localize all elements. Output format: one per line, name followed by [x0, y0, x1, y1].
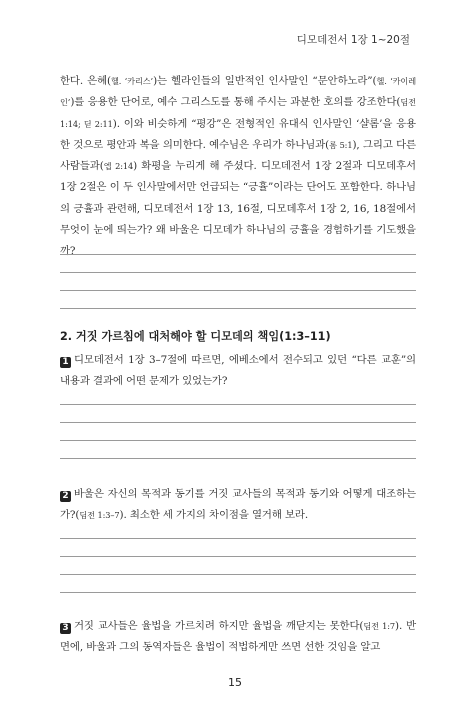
running-header: 디모데전서 1장 1~20절 — [296, 34, 410, 46]
page-number: 15 — [228, 676, 242, 689]
question-number-badge: 1 — [60, 357, 71, 368]
question-3: 3 거짓 교사들은 율법을 가르치려 하지만 율법을 깨닫지는 못한다(딤전 1:7). 반면에, 바울과 그의 동역자들은 율법이 적법하게만 쓰면 선한 것임을 알고 — [60, 620, 417, 654]
answer-line[interactable] — [60, 404, 416, 405]
question-number-badge: 3 — [60, 623, 71, 634]
answer-line[interactable] — [60, 574, 416, 575]
answer-line[interactable] — [60, 556, 416, 557]
answer-line[interactable] — [60, 290, 416, 291]
answer-line[interactable] — [60, 592, 416, 593]
answer-line[interactable] — [60, 272, 416, 273]
answer-line[interactable] — [60, 308, 416, 309]
intro-paragraph: 한다. 은혜(헬. ‘카리스’)는 헬라인들의 일반적인 인사말인 “문안하노라”(헬. ‘카이레인’)를 응용한 단어로, 예수 그리스도를 통해 주시는 과분한 호의를 강조한다(딤전 1:14; 딛 2:11). 이와 비슷하게 “평강”은 전형적인 유대식 인사말인 ‘샬롬’을 응용한 것으로 평안과 복을 의미한다. 예수님은 우리가 하나님과(롬 5:1), 그리고 다른 사람들과(엡 2:14) 화평을 누리게 해 주셨다. 디모데전서 1장 2절과 디모데후서 1장 2절은 이 두 인사말에서만 언급되는 “긍휼”이라는 단어도 포함한다. 하나님의 긍휼과 관련해, 디모데전서 1장 13, 16절, 디모데후서 1장 2, 16, 18절에서 무엇이 눈에 띄는가? 왜 바울은 디모데가 하나님의 긍휼을 경험하기를 기도했을까? — [60, 75, 417, 258]
answer-line[interactable] — [60, 422, 416, 423]
answer-line[interactable] — [60, 458, 416, 459]
question-1: 1 디모데전서 1장 3–7절에 따르면, 에베소에서 전수되고 있던 “다른 교훈”의 내용과 결과에 어떤 문제가 있었는가? — [60, 354, 416, 388]
question-number-badge: 2 — [60, 491, 71, 502]
answer-line[interactable] — [60, 538, 416, 539]
answer-line[interactable] — [60, 440, 416, 441]
section-heading: 2. 거짓 가르침에 대처해야 할 디모데의 책임(1:3–11) — [60, 330, 331, 343]
question-2: 2 바울은 자신의 목적과 동기를 거짓 교사들의 목적과 동기와 어떻게 대조하는가?(딤전 1:3–7). 최소한 세 가지의 차이점을 열거해 보라. — [60, 488, 416, 522]
answer-line[interactable] — [60, 254, 416, 255]
